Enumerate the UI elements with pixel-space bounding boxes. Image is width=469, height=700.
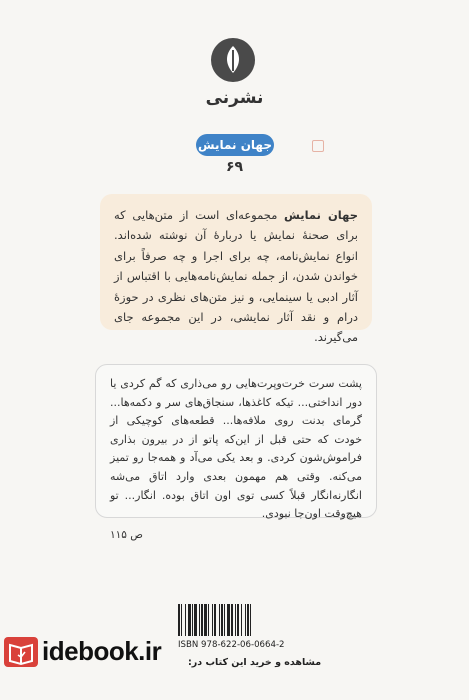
publisher-name: نشرنی xyxy=(205,88,264,108)
watermark-logo[interactable] xyxy=(4,636,161,667)
watermark-cta: مشاهده و خرید این کتاب در: xyxy=(188,657,322,668)
isbn-number: ISBN 978-622-06-0664-2 xyxy=(178,640,285,650)
excerpt-text: پشت سرت خرت‌وپرت‌هایی رو می‌ذاری که گم کردی یا دور انداختی... تیکه کاغذها، سنجاق‌های سر و دکمه‌ها... گرمای بدنت روی ملافه‌ها... قطعه‌های کوچیکی از خودت که حتی قبل از این‌که پاتو از در بیرون بذاری فراموش‌شون کردی. و بعد یکی می‌آد و همه‌جا رو تمیز می‌کنه. وقتی هم مهمون بعدی وارد اتاق می‌شه انگارنه‌انگار قبلاً کسی توی اون اتاق بوده. انگار... تو هیچ‌وقت اون‌جا نبودی. xyxy=(110,377,362,521)
barcode xyxy=(178,604,291,636)
watermark-site: idebook.ir xyxy=(42,636,162,666)
excerpt-page-ref: ص ۱۱۵ xyxy=(110,528,143,541)
barcode-bars xyxy=(178,604,291,636)
description-lead: جهان نمایش xyxy=(284,208,358,222)
publisher-logo-leaf-icon xyxy=(211,38,255,82)
series-description-box xyxy=(100,194,372,345)
book-icon xyxy=(4,637,38,667)
decorative-mark xyxy=(312,140,324,152)
series-number: ۶۹ xyxy=(225,159,244,175)
excerpt-box xyxy=(95,364,377,541)
leaf-icon xyxy=(222,45,244,75)
barcode-bar xyxy=(251,604,253,636)
description-body: مجموعه‌ای است از متن‌هایی که برای صحنهٔ نمایش یا دربارهٔ آن نوشته شده‌اند. انواع نمایش‌نامه، چه برای اجرا و چه صرفاً برای خواندن شدن، از جمله نمایش‌نامه‌هایی با اقتباس از آثار ادبی یا سینمایی، و نیز متن‌های نظری در حوزهٔ درام و نقد آثار نمایشی، در این مجموعه جای می‌گیرند. xyxy=(114,208,358,345)
series-label: جهان نمایش xyxy=(196,134,274,156)
